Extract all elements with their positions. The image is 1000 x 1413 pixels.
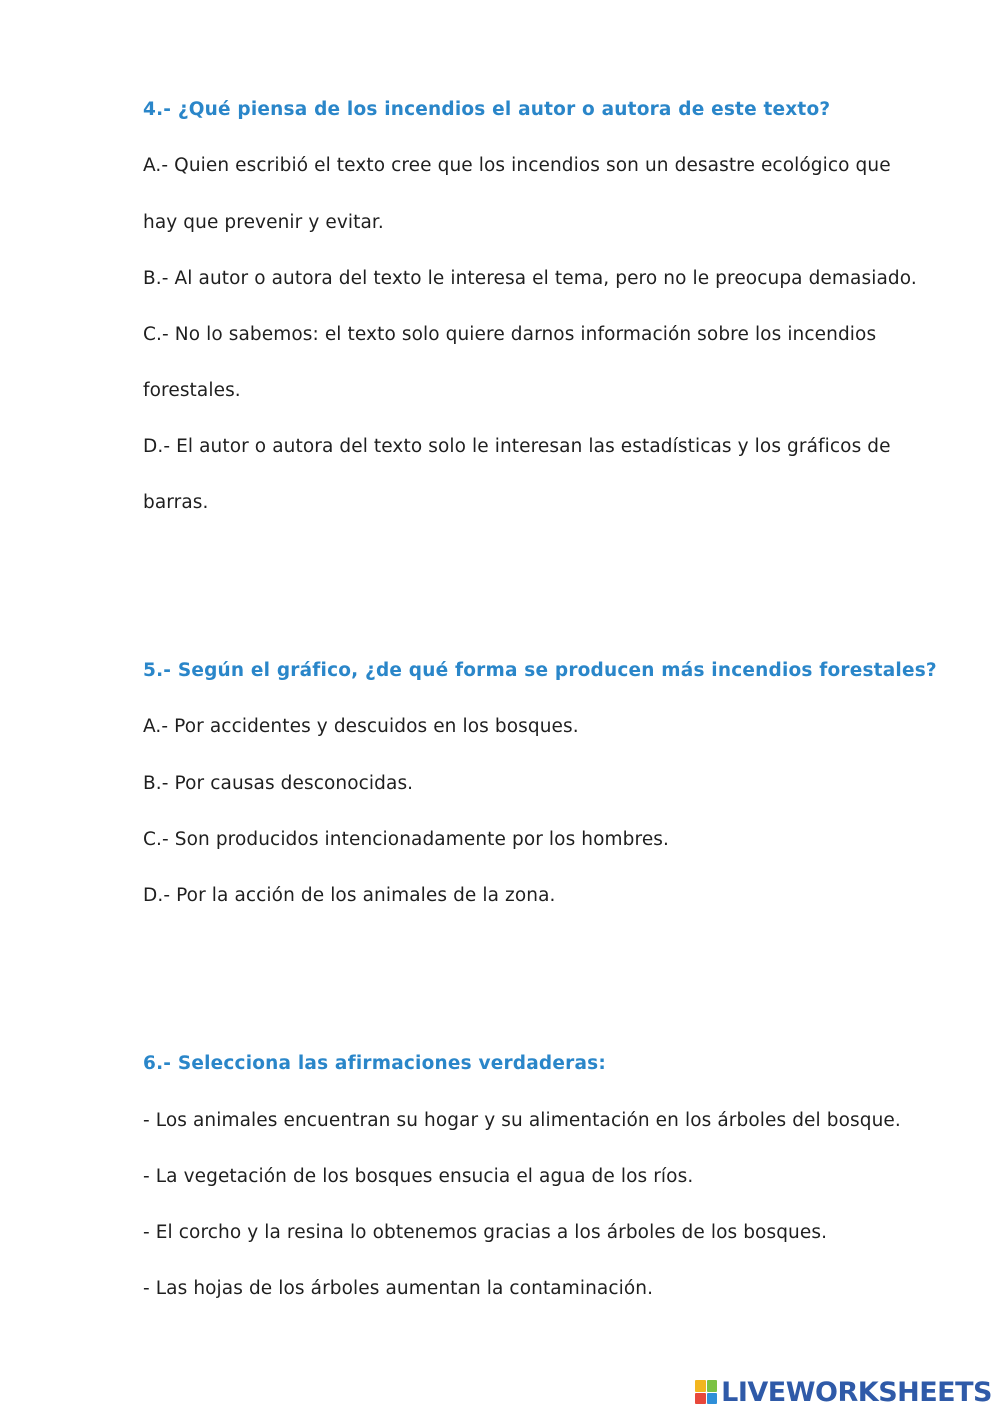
question-4-option-d-line1: D.- El autor o autora del texto solo le interesan las estadísticas y los gráficos de xyxy=(143,436,891,457)
logo-text: LIVEWORKSHEETS xyxy=(721,1376,992,1408)
question-4-option-a-line2: hay que prevenir y evitar. xyxy=(143,212,384,233)
question-5-option-b: B.- Por causas desconocidas. xyxy=(143,773,414,794)
liveworksheets-logo xyxy=(695,1375,992,1409)
question-5-option-d: D.- Por la acción de los animales de la zona. xyxy=(143,885,556,906)
question-4-option-a-line1: A.- Quien escribió el texto cree que los incendios son un desastre ecológico que xyxy=(143,155,891,176)
question-6-statement-1: - Los animales encuentran su hogar y su alimentación en los árboles del bosque. xyxy=(143,1110,901,1131)
question-6-statement-4: - Las hojas de los árboles aumentan la contaminación. xyxy=(143,1278,654,1299)
question-5-title: 5.- Según el gráfico, ¿de qué forma se producen más incendios forestales? xyxy=(143,660,937,681)
question-6-title: 6.- Selecciona las afirmaciones verdaderas: xyxy=(143,1053,606,1074)
question-6-statement-3: - El corcho y la resina lo obtenemos gracias a los árboles de los bosques. xyxy=(143,1222,828,1243)
question-6-statement-2: - La vegetación de los bosques ensucia el agua de los ríos. xyxy=(143,1166,694,1187)
question-4-title: 4.- ¿Qué piensa de los incendios el autor o autora de este texto? xyxy=(143,99,831,120)
question-5-option-c: C.- Son producidos intencionadamente por los hombres. xyxy=(143,829,670,850)
question-4-option-b: B.- Al autor o autora del texto le interesa el tema, pero no le preocupa demasiado. xyxy=(143,268,917,289)
question-5-option-a: A.- Por accidentes y descuidos en los bosques. xyxy=(143,716,579,737)
question-4-option-d-line2: barras. xyxy=(143,492,209,513)
question-4-option-c-line2: forestales. xyxy=(143,380,241,401)
logo-mark-icon xyxy=(695,1380,717,1404)
question-4-option-c-line1: C.- No lo sabemos: el texto solo quiere darnos información sobre los incendios xyxy=(143,324,877,345)
